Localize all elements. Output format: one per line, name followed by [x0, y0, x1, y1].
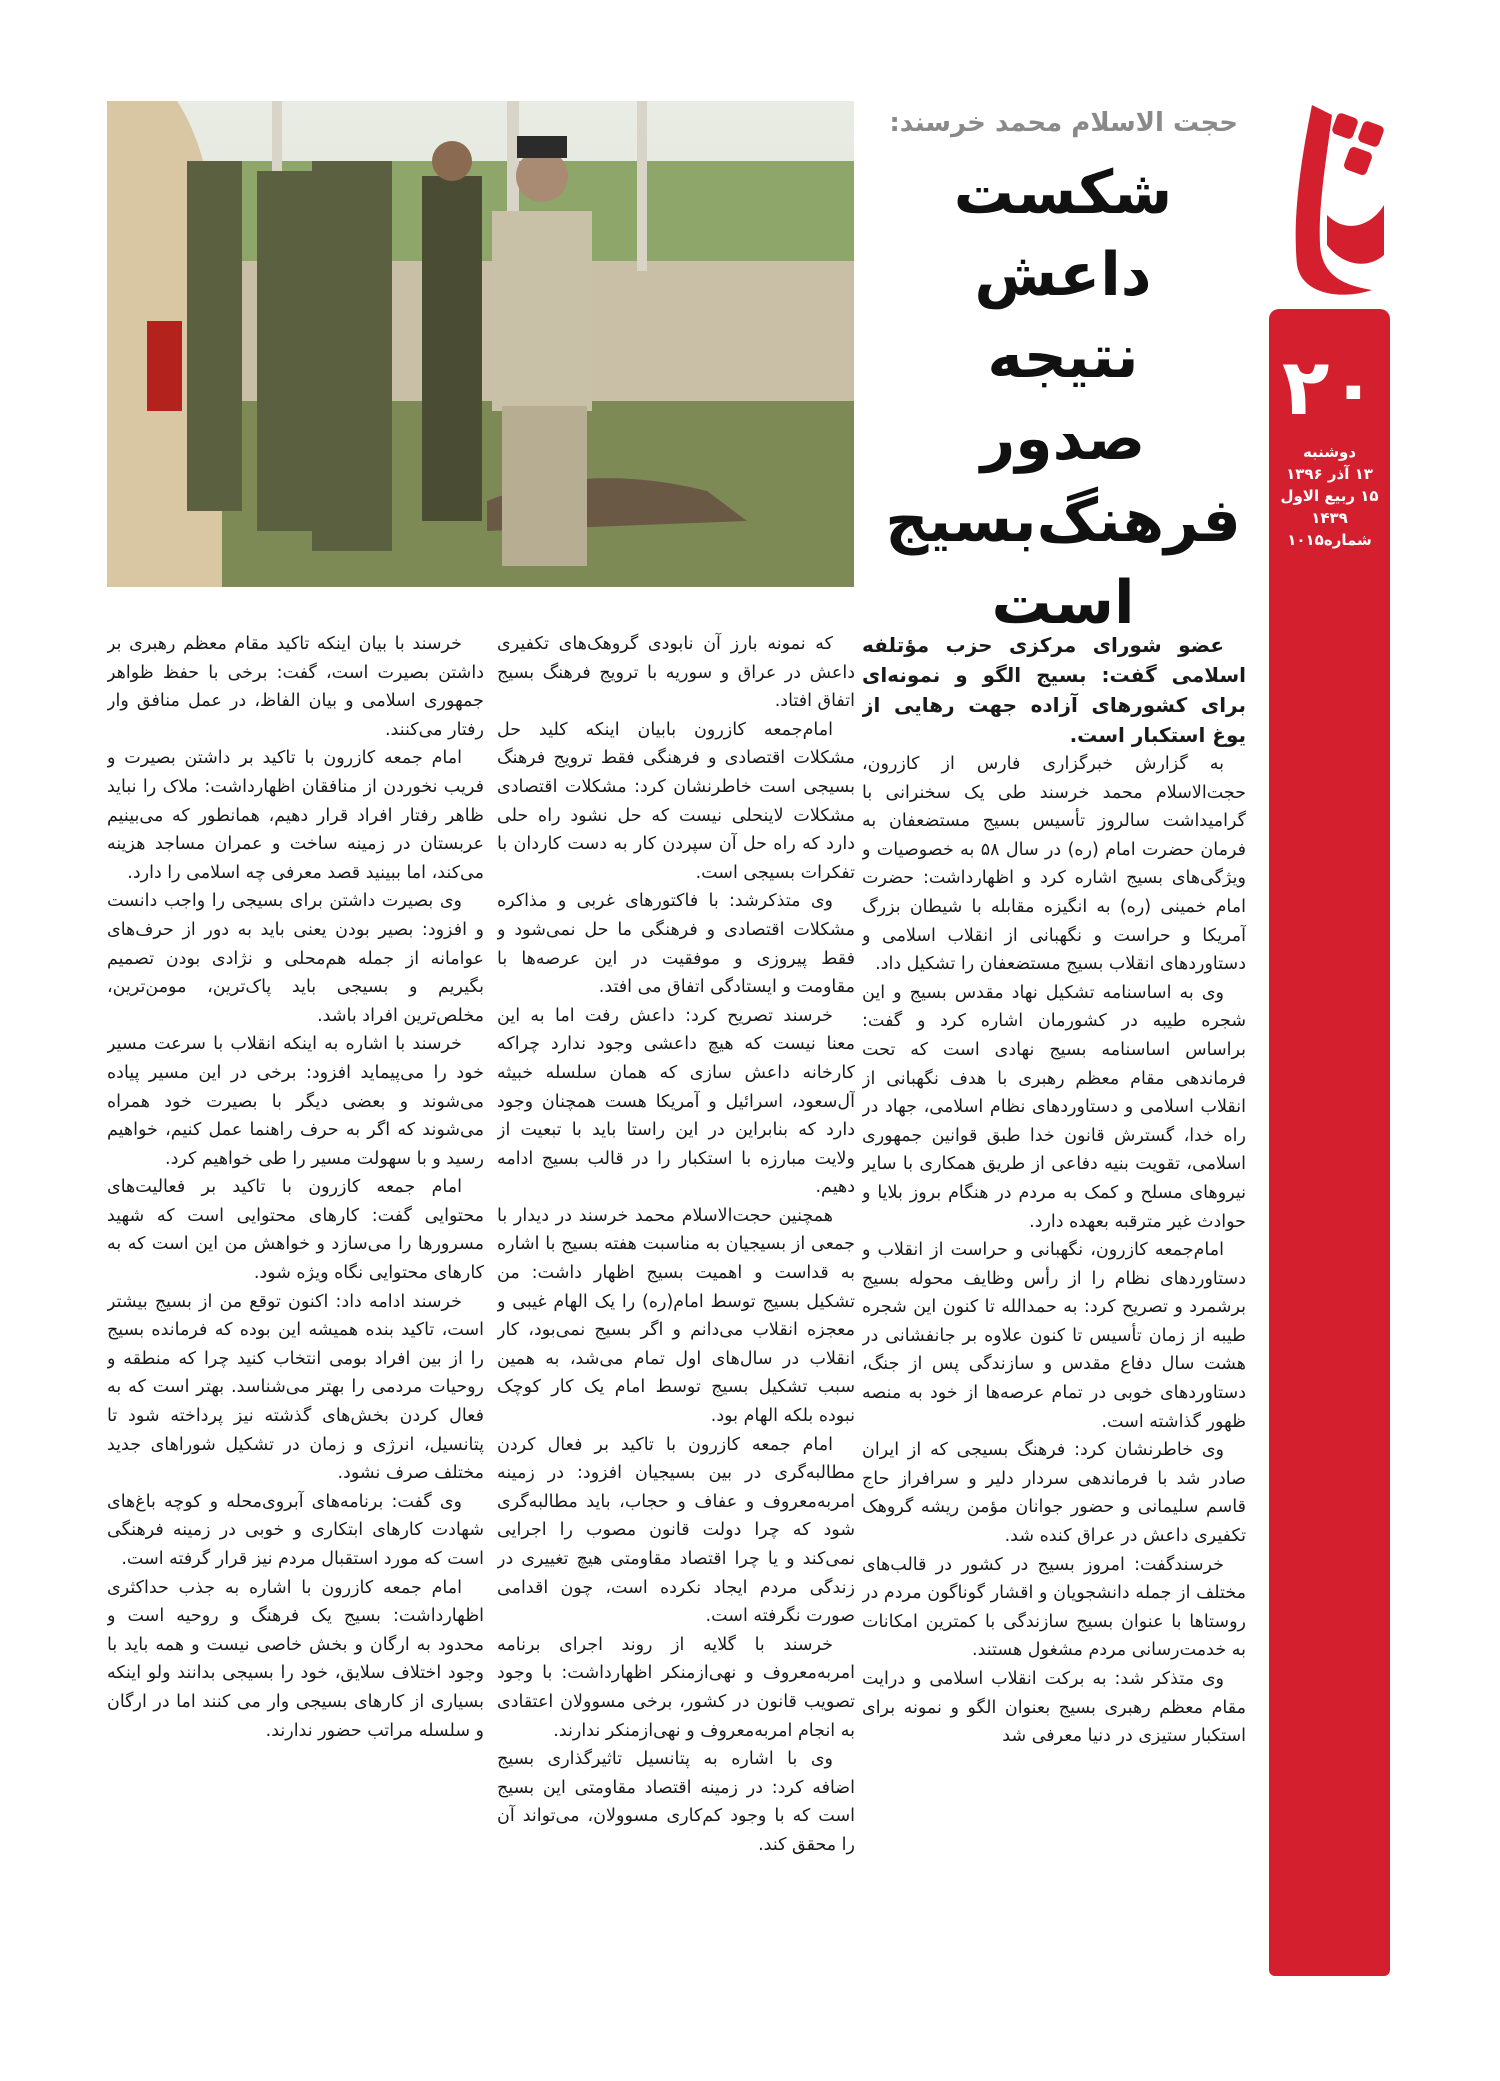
article-lead: عضو شورای مرکزی حزب مؤتلفه اسلامی گفت: بسیج الگو و نمونه‌ای برای کشورهای آزاده جهت رهایی از یوغ استکبار است. [862, 633, 1246, 747]
article-photo [107, 101, 854, 587]
paragraph: وی به اساسنامه تشکیل نهاد مقدس بسیج و این شجره طیبه در کشورمان اشاره کرد و گفت: براساس اساسنامه بسیج نهادی است که تحت فرماندهی مقام معظم رهبری با هدف نگهبانی از انقلاب اسلامی و دستاوردهای نظام اسلامی، جهاد در راه خدا، گسترش قانون خدا طبق قوانین جمهوری اسلامی، تقویت بنیه دفاعی از طریق همکاری با سایر نیروهای مسلح و کمک به مردم در هنگام بروز بلایا و حوادث غیر مترقبه بعهده دارد. [862, 982, 1246, 1232]
page-number: ۲۰ [1281, 343, 1378, 433]
date-lunar: ۱۵ ربیع الاول ۱۴۳۹ [1280, 487, 1379, 527]
paragraph: خرسندگفت: امروز بسیج در کشور در قالب‌های مختلف از جمله دانشجویان و اقشار گوناگون مردم در روستاها با عنوان بسیج سازندگی با کمترین امکانات به خدمت‌رسانی مردم مشغول هستند. [862, 1554, 1246, 1661]
paragraph: امام جمعه کازرون با اشاره به جذب حداکثری اظهارداشت: بسیج یک فرهنگ و روحیه است و محدود به ارگان و بخش خاصی نیست و همه باید با وجود اختلاف سلایق، خود را بسیجی بدانند ولو اینکه بسیاری از کارهای بسیجی وار می کنند اما در ارگان و سلسله مراتب حضور ندارند. [107, 1577, 484, 1741]
paragraph: امام جمعه کازرون با تاکید بر فعال کردن مطالبه‌گری در بین بسیجیان افزود: در زمینه امربه‌معروف و عفاف و حجاب، باید مطالبه‌گری شود که چرا دولت قانون مصوب را اجرایی نمی‌کند و یا چرا اقتصاد مقاومتی هیچ تغییری در زندگی مردم ایجاد نکرده است، چون اقدامی صورت نگرفته است. [497, 1434, 855, 1627]
headline-line: صدور [980, 404, 1146, 474]
paragraph: خرسند با بیان اینکه تاکید مقام معظم رهبری بر داشتن بصیرت است، گفت: برخی با حفظ ظواهر جمهوری اسلامی و بیان الفاظ، در عمل منافق وار رفتار می‌کنند. [107, 634, 484, 740]
paragraph: که نمونه بارز آن نابودی گروهک‌های تکفیری داعش در عراق و سوریه با ترویج فرهنگ بسیج اتفاق افتاد. [497, 634, 855, 712]
paragraph: وی خاطرنشان کرد: فرهنگ بسیجی که از ایران صادر شد با فرماندهی سردار دلیر و سرافراز حاج قاسم سلیمانی و حضور جوانان مؤمن ریشه گروهک تکفیری داعش در عراق کنده شد. [862, 1440, 1246, 1547]
weekday: دوشنبه [1302, 443, 1357, 461]
paragraph: وی گفت: برنامه‌های آبروی‌محله و کوچه باغ‌های شهادت کارهای ابتکاری و خوبی در زمینه فرهنگی است که مورد استقبال مردم نیز قرار گرفته است. [107, 1491, 484, 1569]
paragraph: وی متذکر شد: به برکت انقلاب اسلامی و درایت مقام معظم رهبری بسیج بعنوان الگو و نمونه برای استکبار ستیزی در دنیا معرفی شد [862, 1669, 1246, 1747]
article-column-2 [497, 630, 855, 1985]
paragraph: وی بصیرت داشتن برای بسیجی را واجب دانست و افزود: بصیر بودن یعنی باید به دور از حرف‌های عوامانه از جمله هم‌محلی و نژادی بودن تصمیم بگیریم و بسیجی باید پاک‌ترین، مومن‌ترین، مخلص‌ترین افراد باشد. [107, 891, 484, 1026]
paragraph: خرسند با گلایه از روند اجرای برنامه امربه‌معروف و نهی‌ازمنکر اظهارداشت: با وجود تصویب قانون در کشور، برخی مسوولان اعتقادی به انجام امربه‌معروف و نهی‌ازمنکر ندارند. [497, 1634, 855, 1741]
paragraph: امام جمعه کازرون با تاکید بر داشتن بصیرت و فریب نخوردن از منافقان اظهارداشت: ملاک را نباید ظاهر رفتار افراد قرار دهیم، همانطور که می‌بینیم عربستان در زمینه ساخت و عمران مساجد هزینه می‌کند، اما ببینید قصد معرفی چه اسلامی را دارد. [107, 748, 484, 883]
headline-line: نتیجه [987, 322, 1139, 392]
paragraph: خرسند ادامه داد: اکنون توقع من از بسیج بیشتر است، تاکید بنده همیشه این بوده که فرمانده بسیج را از بین افراد بومی انتخاب کنید چرا که منطقه و روحیات مردمی را بهتر می‌شناسد. بهتر است که به فعال کردن بخش‌های گذشته نیز پرداخته شود تا پتانسیل، انرژی و زمان در تشکیل شوراهای جدید مختلف صرف نشود. [107, 1291, 484, 1484]
headline-kicker: حجت الاسلام محمد خرسند: [889, 108, 1238, 138]
date-solar: ۱۳ آذر ۱۳۹۶ [1286, 465, 1373, 483]
paragraph: وی متذکرشد: با فاکتورهای غربی و مذاکره مشکلات اقتصادی و فرهنگی ما حل نمی‌شود و فقط پیروزی و موفقیت در این عرصه‌ها با مقاومت و ایستادگی اتفاق می افتد. [497, 891, 855, 998]
paragraph: خرسند تصریح کرد: داعش رفت اما به این معنا نیست که هیچ داعشی وجود ندارد چراکه کارخانه داعش سازی که همان سلسله خبیثه آل‌سعود، اسرائیل و آمریکا هست همچنان وجود دارد که بنابراین در این راستا باید با تبعیت از ولایت مبارزه با استکبار را در قالب بسیج ادامه دهیم. [497, 1005, 855, 1198]
issue-sidebar [1269, 309, 1390, 1976]
issue-number: شماره۱۰۱۵ [1287, 531, 1372, 549]
headline-line: شکست داعش [953, 158, 1173, 310]
paragraph: امام‌جمعه کازرون، نگهبانی و حراست از انقلاب و دستاوردهای نظام را از رأس وظایف محوله بسیج برشمرد و تصریح کرد: به حمدالله تا کنون این شجره طیبه از زمان تأسیس تا کنون علاوه بر جانفشانی در هشت سال دفاع مقدس و سازندگی پس از جنگ، دستاوردهای خوبی در تمام عرصه‌ها از خود به منصه ظهور گذاشته است. [862, 1240, 1246, 1432]
masthead-logo [1272, 95, 1390, 305]
paragraph: وی با اشاره به پتانسیل تاثیرگذاری بسیج اضافه کرد: در زمینه اقتصاد مقاومتی این بسیج است که با وجود کم‌کاری مسوولان، می‌تواند آن را محقق کند. [497, 1749, 855, 1855]
paragraph: خرسند با اشاره به اینکه انقلاب با سرعت مسیر خود را می‌پیماید افزود: برخی در این مسیر پیاده می‌شوند و بعضی دیگر با بصیرت خود همراه می‌شوند که اگر به حرف راهنما عمل کنیم، خواهیم رسید و با سهولت مسیر را طی خواهیم کرد. [107, 1034, 484, 1169]
headline-line: فرهنگ‌بسیج [885, 486, 1241, 556]
article-column-3 [107, 630, 484, 1985]
paragraph: همچنین حجت‌الاسلام محمد خرسند در دیدار با جمعی از بسیجیان به مناسبت هفته بسیج با اشاره به قداست و اهمیت بسیج اظهار داشت: من تشکیل بسیج توسط امام(ره) را یک الهام غیبی و معجزه انقلاب می‌دانم و اگر بسیج نمی‌بود، کار انقلاب در سال‌های اول تمام می‌شد، به همین سبب تشکیل بسیج توسط امام یک کار کوچک نبوده بلکه الهام بود. [497, 1205, 855, 1427]
paragraph: به گزارش خبرگزاری فارس از کازرون، حجت‌الاسلام محمد خرسند طی یک سخنرانی با گرامیداشت سالروز تأسیس بسیج مستضعفان به فرمان حضرت امام (ره) در سال ۵۸ به خصوصیات و ویژگی‌های بسیج اشاره کرد و اظهارداشت: حضرت امام خمینی (ره) به انگیزه مقابله با شیطان بزرگ آمریکا و حراست و نگهبانی از انقلاب اسلامی و دستاوردهای انقلاب بسیج مستضعفان را تشکیل داد. [862, 754, 1246, 975]
paragraph: امام‌جمعه کازرون بابیان اینکه کلید حل مشکلات اقتصادی و فرهنگی فقط ترویج فرهنگ بسیجی است خاطرنشان کرد: مشکلات اقتصادی مشکلات لاینحلی نیست که حل نشود راه حلی دارد که راه حل آن سپردن کار به دست کاردان با تفکرات بسیجی است. [497, 719, 855, 883]
paragraph: امام جمعه کازرون با تاکید بر فعالیت‌های محتوایی گفت: کارهای محتوایی است که شهید مسرورها را می‌سازد و خواهش من این است که به کارهای محتوایی نگاه ویژه شود. [107, 1177, 484, 1284]
headline-line: است [991, 568, 1135, 638]
headline [880, 108, 1246, 644]
article-column-1 [862, 630, 1246, 1985]
